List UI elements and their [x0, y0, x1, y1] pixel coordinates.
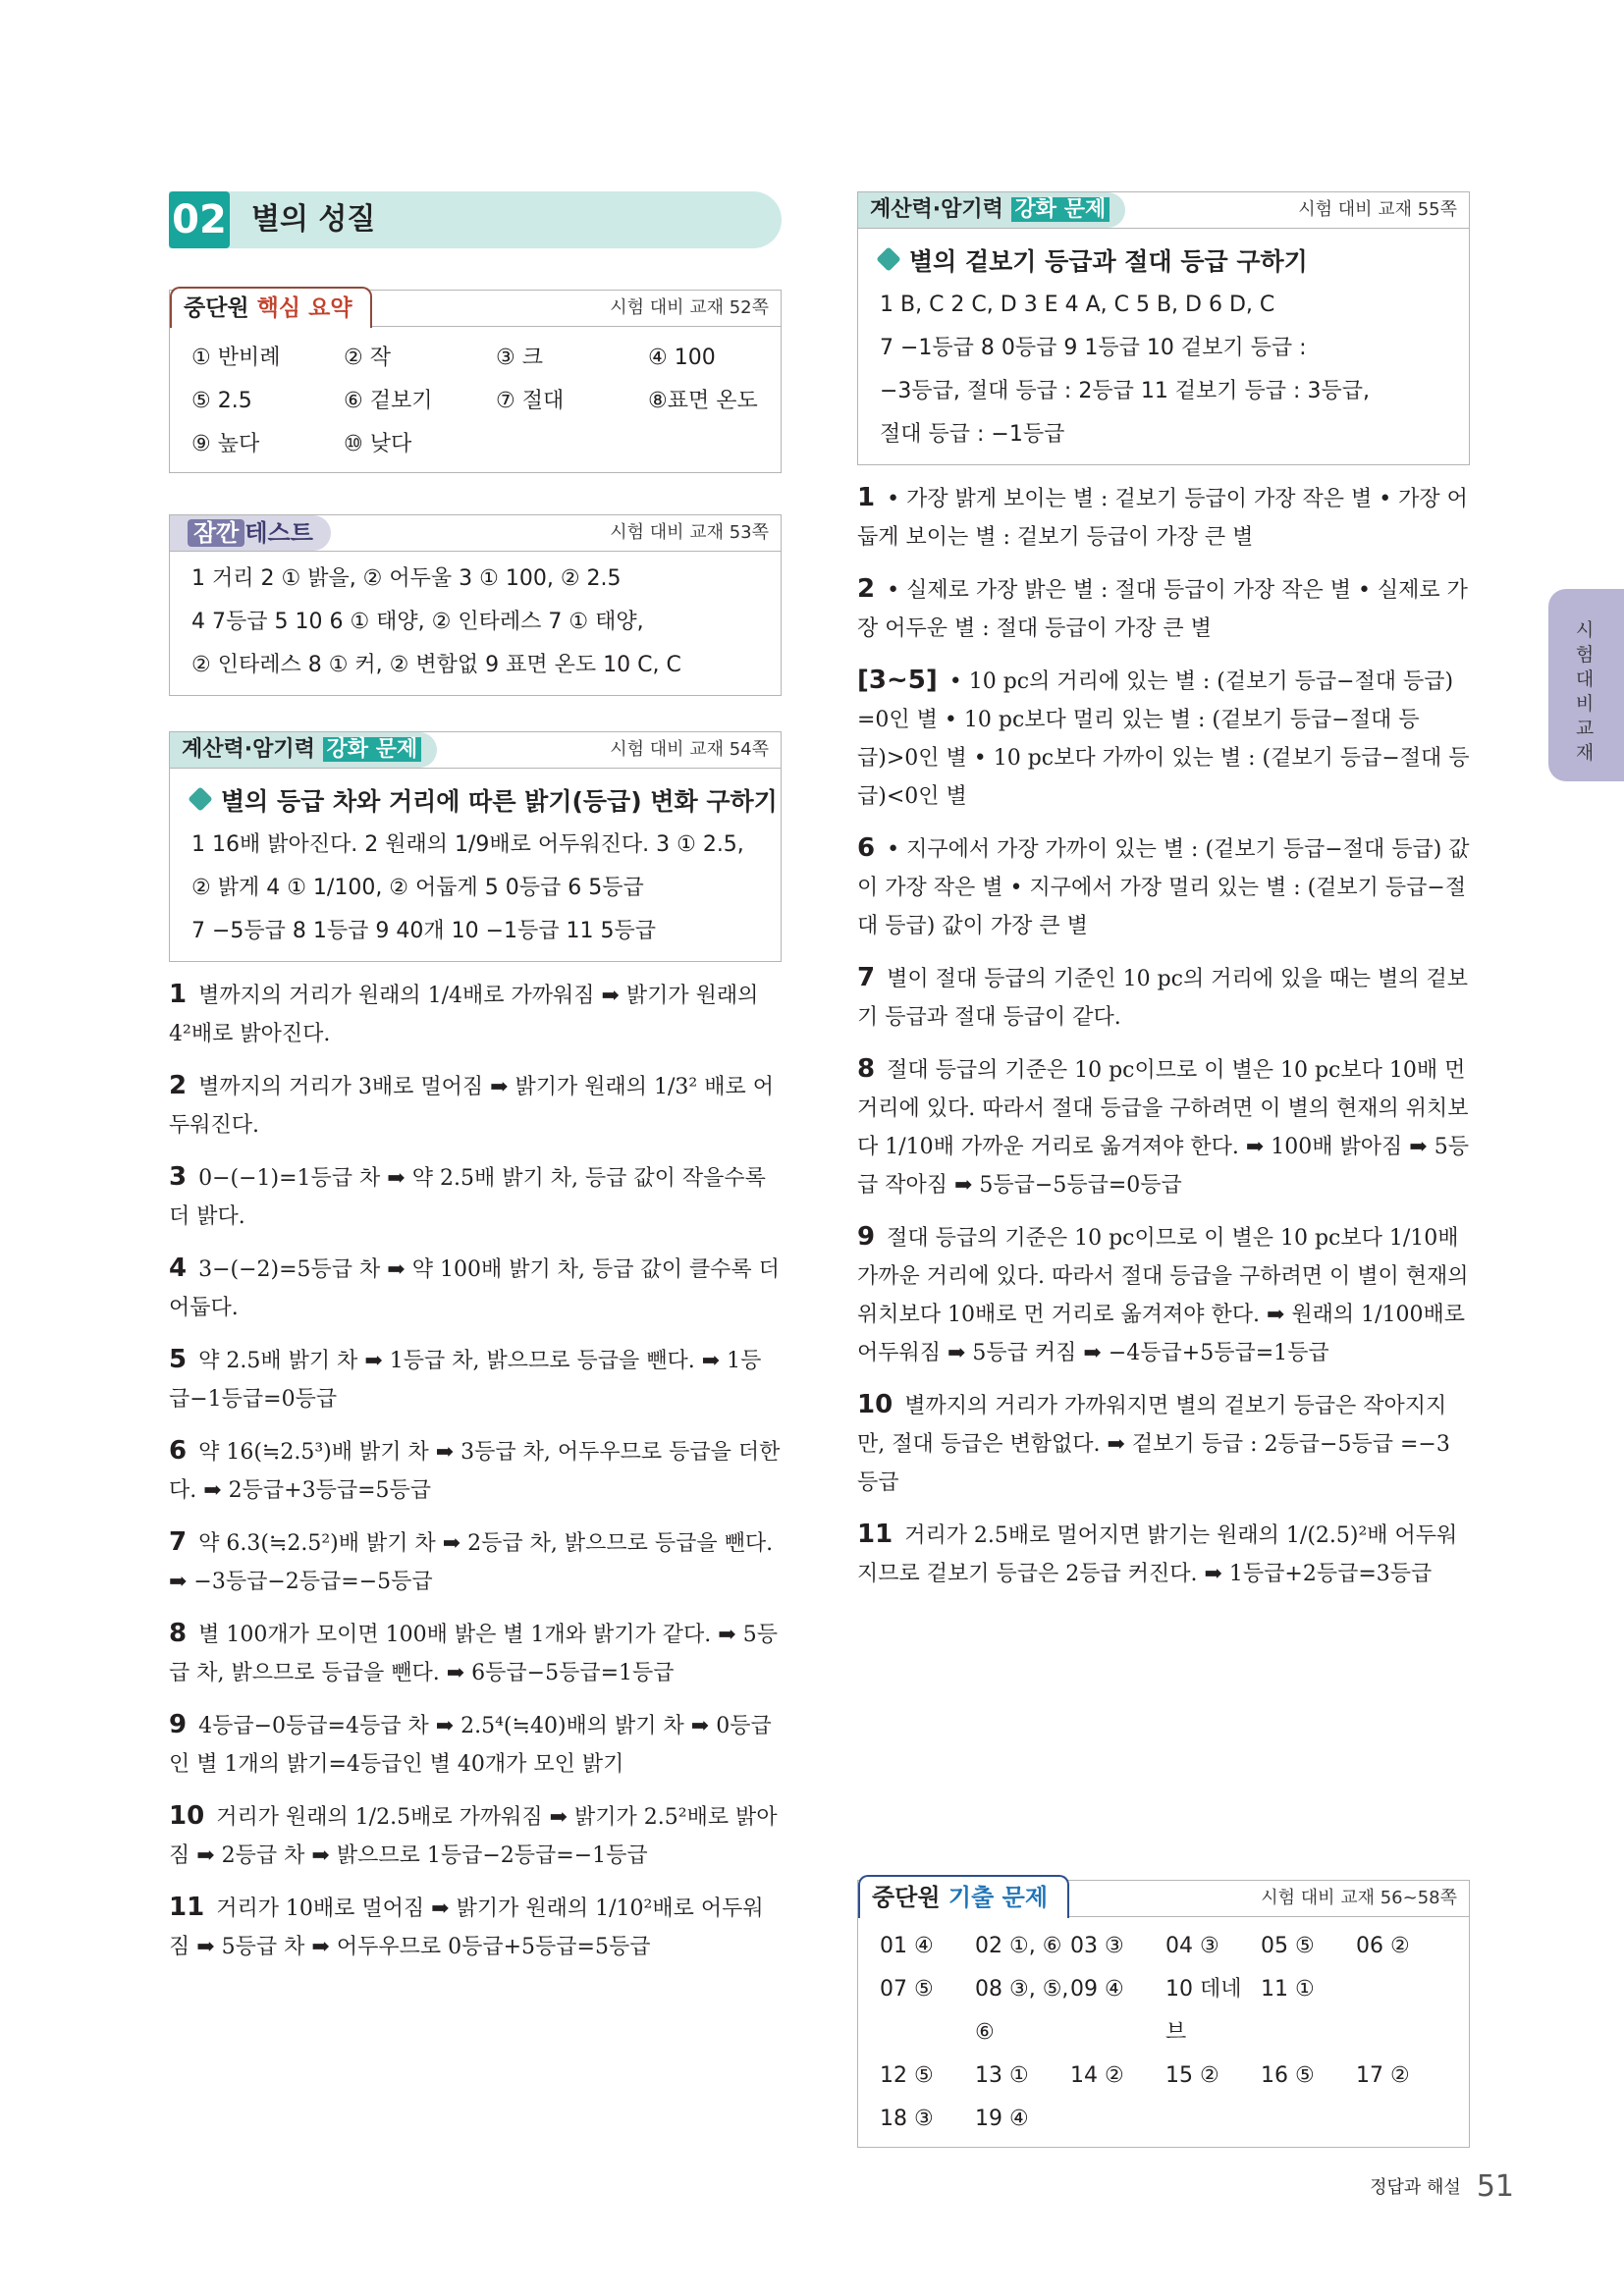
exam-ref: 시험 대비 교재 56~58쪽	[1261, 1888, 1457, 1908]
summary-item: ① 반비례	[191, 346, 281, 370]
exam-answer: 02 ①, ⑥	[975, 1934, 1062, 1958]
answer-line: 절대 등급 : −1등급	[880, 422, 1065, 447]
exam-answer: 12 ⑤	[880, 2063, 934, 2088]
section-number: 02	[169, 191, 230, 248]
exam-answer: 16 ⑤	[1261, 2063, 1315, 2088]
diamond-icon	[876, 246, 900, 271]
explanation-item: 8 절대 등급의 기준은 10 pc이므로 이 별은 10 pc보다 10배 먼 거리에 있다. 따라서 절대 등급을 구하려면 이 별의 현재의 위치보다 1/10배 가까운 거리로 옮겨져야 한다. ➡ 100배 밝아짐 ➡ 5등급 작아짐 ➡ 5등급−5등급=0등급	[857, 1054, 1469, 1198]
calc-ref: 시험 대비 교재 55쪽	[1298, 199, 1457, 220]
exam-answer: 13 ①	[975, 2063, 1029, 2088]
calc-subtitle: 별의 등급 차와 거리에 따른 밝기(등급) 변화 구하기	[170, 769, 781, 818]
side-tab[interactable]	[1548, 589, 1624, 781]
right-column	[857, 191, 1470, 1593]
explanation-item: 10 별까지의 거리가 가까워지면 별의 겉보기 등급은 작아지지만, 절대 등급은 변함없다. ➡ 겉보기 등급 : 2등급−5등급 =−3등급	[857, 1390, 1450, 1495]
calc-subtitle: 별의 겉보기 등급과 절대 등급 구하기	[858, 229, 1469, 278]
page-footer	[1370, 2169, 1514, 2204]
footer-label: 정답과 해설	[1370, 2177, 1461, 2198]
exam-answer: 08 ③, ⑤, ⑥	[975, 1977, 1069, 2045]
exam-answer: 19 ④	[975, 2107, 1029, 2131]
calc-box-right	[857, 191, 1470, 465]
calc-ref: 시험 대비 교재 54쪽	[610, 739, 769, 760]
page-number: 51	[1476, 2169, 1514, 2204]
answer-line: 1 16배 밝아진다. 2 원래의 1/9배로 어두워진다. 3 ① 2.5,	[191, 832, 744, 857]
calc-answers	[858, 278, 1469, 464]
exam-answer: 11 ①	[1261, 1977, 1315, 2002]
test-answers	[170, 552, 781, 695]
explanation-item: 7 약 6.3(≒2.5²)배 밝기 차 ➡ 2등급 차, 밝으므로 등급을 뺀다. ➡ −3등급−2등급=−5등급	[169, 1527, 774, 1594]
explanation-item: 7 별이 절대 등급의 기준인 10 pc의 거리에 있을 때는 별의 겉보기 등급과 절대 등급이 같다.	[857, 963, 1468, 1030]
summary-item: ⑤ 2.5	[191, 389, 252, 413]
explanation-item: 8 별 100개가 모이면 100배 밝은 별 1개와 밝기가 같다. ➡ 5등급 차, 밝으므로 등급을 뺀다. ➡ 6등급−5등급=1등급	[169, 1619, 778, 1685]
explanation-item: 9 4등급−0등급=4등급 차 ➡ 2.5⁴(≒40)배의 밝기 차 ➡ 0등급인 별 1개의 밝기=4등급인 별 40개가 모인 밝기	[169, 1710, 772, 1777]
exam-box	[857, 1880, 1470, 2148]
summary-tag: 중단원 핵심 요약	[170, 287, 372, 328]
summary-ref: 시험 대비 교재 52쪽	[610, 297, 769, 318]
answer-line: 7 −1등급 8 0등급 9 1등급 10 겉보기 등급 :	[880, 336, 1307, 360]
exam-answer: 07 ⑤	[880, 1977, 934, 2002]
exam-answer: 06 ②	[1356, 1934, 1410, 1958]
explanations-left	[169, 976, 782, 1966]
exam-answer: 10 데네브	[1165, 1977, 1242, 2045]
calc-tag: 계산력·암기력 강화 문제	[170, 732, 437, 768]
explanation-item: 6 약 16(≒2.5³)배 밝기 차 ➡ 3등급 차, 어두우므로 등급을 더한다. ➡ 2등급+3등급=5등급	[169, 1436, 781, 1503]
test-tag: 잠깐 테스트	[170, 515, 331, 551]
exam-answer	[1356, 1968, 1451, 2055]
summary-item: ② 작	[344, 346, 391, 370]
explanation-item: 1 별까지의 거리가 원래의 1/4배로 가까워짐 ➡ 밝기가 원래의 4²배로 밝아진다.	[169, 980, 759, 1046]
calc-tag: 계산력·암기력 강화 문제	[858, 192, 1125, 228]
answer-line: 7 −5등급 8 1등급 9 40개 10 −1등급 11 5등급	[191, 919, 657, 943]
exam-answer: 05 ⑤	[1261, 1934, 1315, 1958]
explanation-item: [3~5] • 10 pc의 거리에 있는 별 : (겉보기 등급−절대 등급) =0인 별 • 10 pc보다 멀리 있는 별 : (겉보기 등급−절대 등급)>0인 별 • 10 pc보다 가까이 있는 별 : (겉보기 등급−절대 등급)<0인 별	[857, 666, 1470, 809]
answer-line: −3등급, 절대 등급 : 2등급 11 겉보기 등급 : 3등급,	[880, 379, 1370, 403]
answer-line: 1 B, C 2 C, D 3 E 4 A, C 5 B, D 6 D, C	[880, 293, 1275, 317]
explanation-item: 6 • 지구에서 가장 가까이 있는 별 : (겉보기 등급−절대 등급) 값이 가장 작은 별 • 지구에서 가장 멀리 있는 별 : (겉보기 등급−절대 등급) 값이 가장 큰 별	[857, 833, 1470, 938]
section-title: 별의 성질	[251, 202, 376, 237]
exam-answer: 04 ③	[1165, 1934, 1219, 1958]
summary-grid	[170, 327, 781, 472]
exam-answer: 03 ③	[1070, 1934, 1124, 1958]
calc-box-left	[169, 731, 782, 962]
summary-item: ⑧표면 온도	[648, 389, 758, 413]
calc-answers	[170, 818, 781, 961]
explanation-item: 4 3−(−2)=5등급 차 ➡ 약 100배 밝기 차, 등급 값이 클수록 더 어둡다.	[169, 1254, 780, 1320]
explanation-item: 10 거리가 원래의 1/2.5배로 가까워짐 ➡ 밝기가 2.5²배로 밝아짐 ➡ 2등급 차 ➡ 밝으므로 1등급−2등급=−1등급	[169, 1801, 778, 1868]
explanation-item: 11 거리가 2.5배로 멀어지면 밝기는 원래의 1/(2.5)²배 어두워지므로 겉보기 등급은 2등급 커진다. ➡ 1등급+2등급=3등급	[857, 1520, 1458, 1586]
exam-answer: 14 ②	[1070, 2063, 1124, 2088]
explanation-item: 9 절대 등급의 기준은 10 pc이므로 이 별은 10 pc보다 1/10배 가까운 거리에 있다. 따라서 절대 등급을 구하려면 이 별이 현재의 위치보다 10배로 먼 거리로 옮겨져야 한다. ➡ 원래의 1/100배로 어두워짐 ➡ 5등급 커짐 ➡ −4등급+5등급=1등급	[857, 1222, 1469, 1365]
exam-answer: 01 ④	[880, 1934, 934, 1958]
explanation-item: 2 • 실제로 가장 밝은 별 : 절대 등급이 가장 작은 별 • 실제로 가장 어두운 별 : 절대 등급이 가장 큰 별	[857, 574, 1468, 641]
explanation-item: 3 0−(−1)=1등급 차 ➡ 약 2.5배 밝기 차, 등급 값이 작을수록 더 밝다.	[169, 1162, 766, 1229]
summary-item: ③ 크	[496, 346, 543, 370]
summary-item: ⑦ 절대	[496, 389, 565, 413]
answer-line: ② 밝게 4 ① 1/100, ② 어둡게 5 0등급 6 5등급	[191, 876, 644, 900]
summary-item: ⑨ 높다	[191, 432, 260, 456]
answer-line: 1 거리 2 ① 밝을, ② 어두울 3 ① 100, ② 2.5	[191, 566, 622, 591]
test-box	[169, 514, 782, 696]
diamond-icon	[188, 786, 212, 811]
explanation-item: 1 • 가장 밝게 보이는 별 : 겉보기 등급이 가장 작은 별 • 가장 어둡게 보이는 별 : 겉보기 등급이 가장 큰 별	[857, 483, 1468, 550]
explanation-item: 11 거리가 10배로 멀어짐 ➡ 밝기가 원래의 1/10²배로 어두워짐 ➡ 5등급 차 ➡ 어두우므로 0등급+5등급=5등급	[169, 1893, 764, 1959]
explanation-item: 5 약 2.5배 밝기 차 ➡ 1등급 차, 밝으므로 등급을 뺀다. ➡ 1등급−1등급=0등급	[169, 1345, 762, 1412]
exam-answer: 09 ④	[1070, 1977, 1124, 2002]
summary-item: ⑥ 겉보기	[344, 389, 433, 413]
exam-answer: 17 ②	[1356, 2063, 1410, 2088]
exam-tag: 중단원 기출 문제	[858, 1875, 1069, 1918]
summary-box	[169, 290, 782, 473]
exam-grid	[858, 1917, 1469, 2147]
summary-item: ④ 100	[648, 346, 716, 370]
answer-line: 4 7등급 5 10 6 ① 태양, ② 인타레스 7 ① 태양,	[191, 610, 644, 634]
left-column	[169, 191, 782, 1966]
summary-item: ⑩ 낮다	[344, 432, 412, 456]
section-header	[169, 191, 782, 248]
explanations-right	[857, 479, 1470, 1593]
explanation-item: 2 별까지의 거리가 3배로 멀어짐 ➡ 밝기가 원래의 1/3² 배로 어두워진다.	[169, 1071, 774, 1138]
exam-answer: 15 ②	[1165, 2063, 1219, 2088]
answer-line: ② 인타레스 8 ① 커, ② 변함없 9 표면 온도 10 C, C	[191, 653, 681, 677]
test-ref: 시험 대비 교재 53쪽	[610, 522, 769, 543]
exam-answer: 18 ③	[880, 2107, 934, 2131]
side-tab-label: 시험 대비 교재	[1575, 619, 1595, 764]
